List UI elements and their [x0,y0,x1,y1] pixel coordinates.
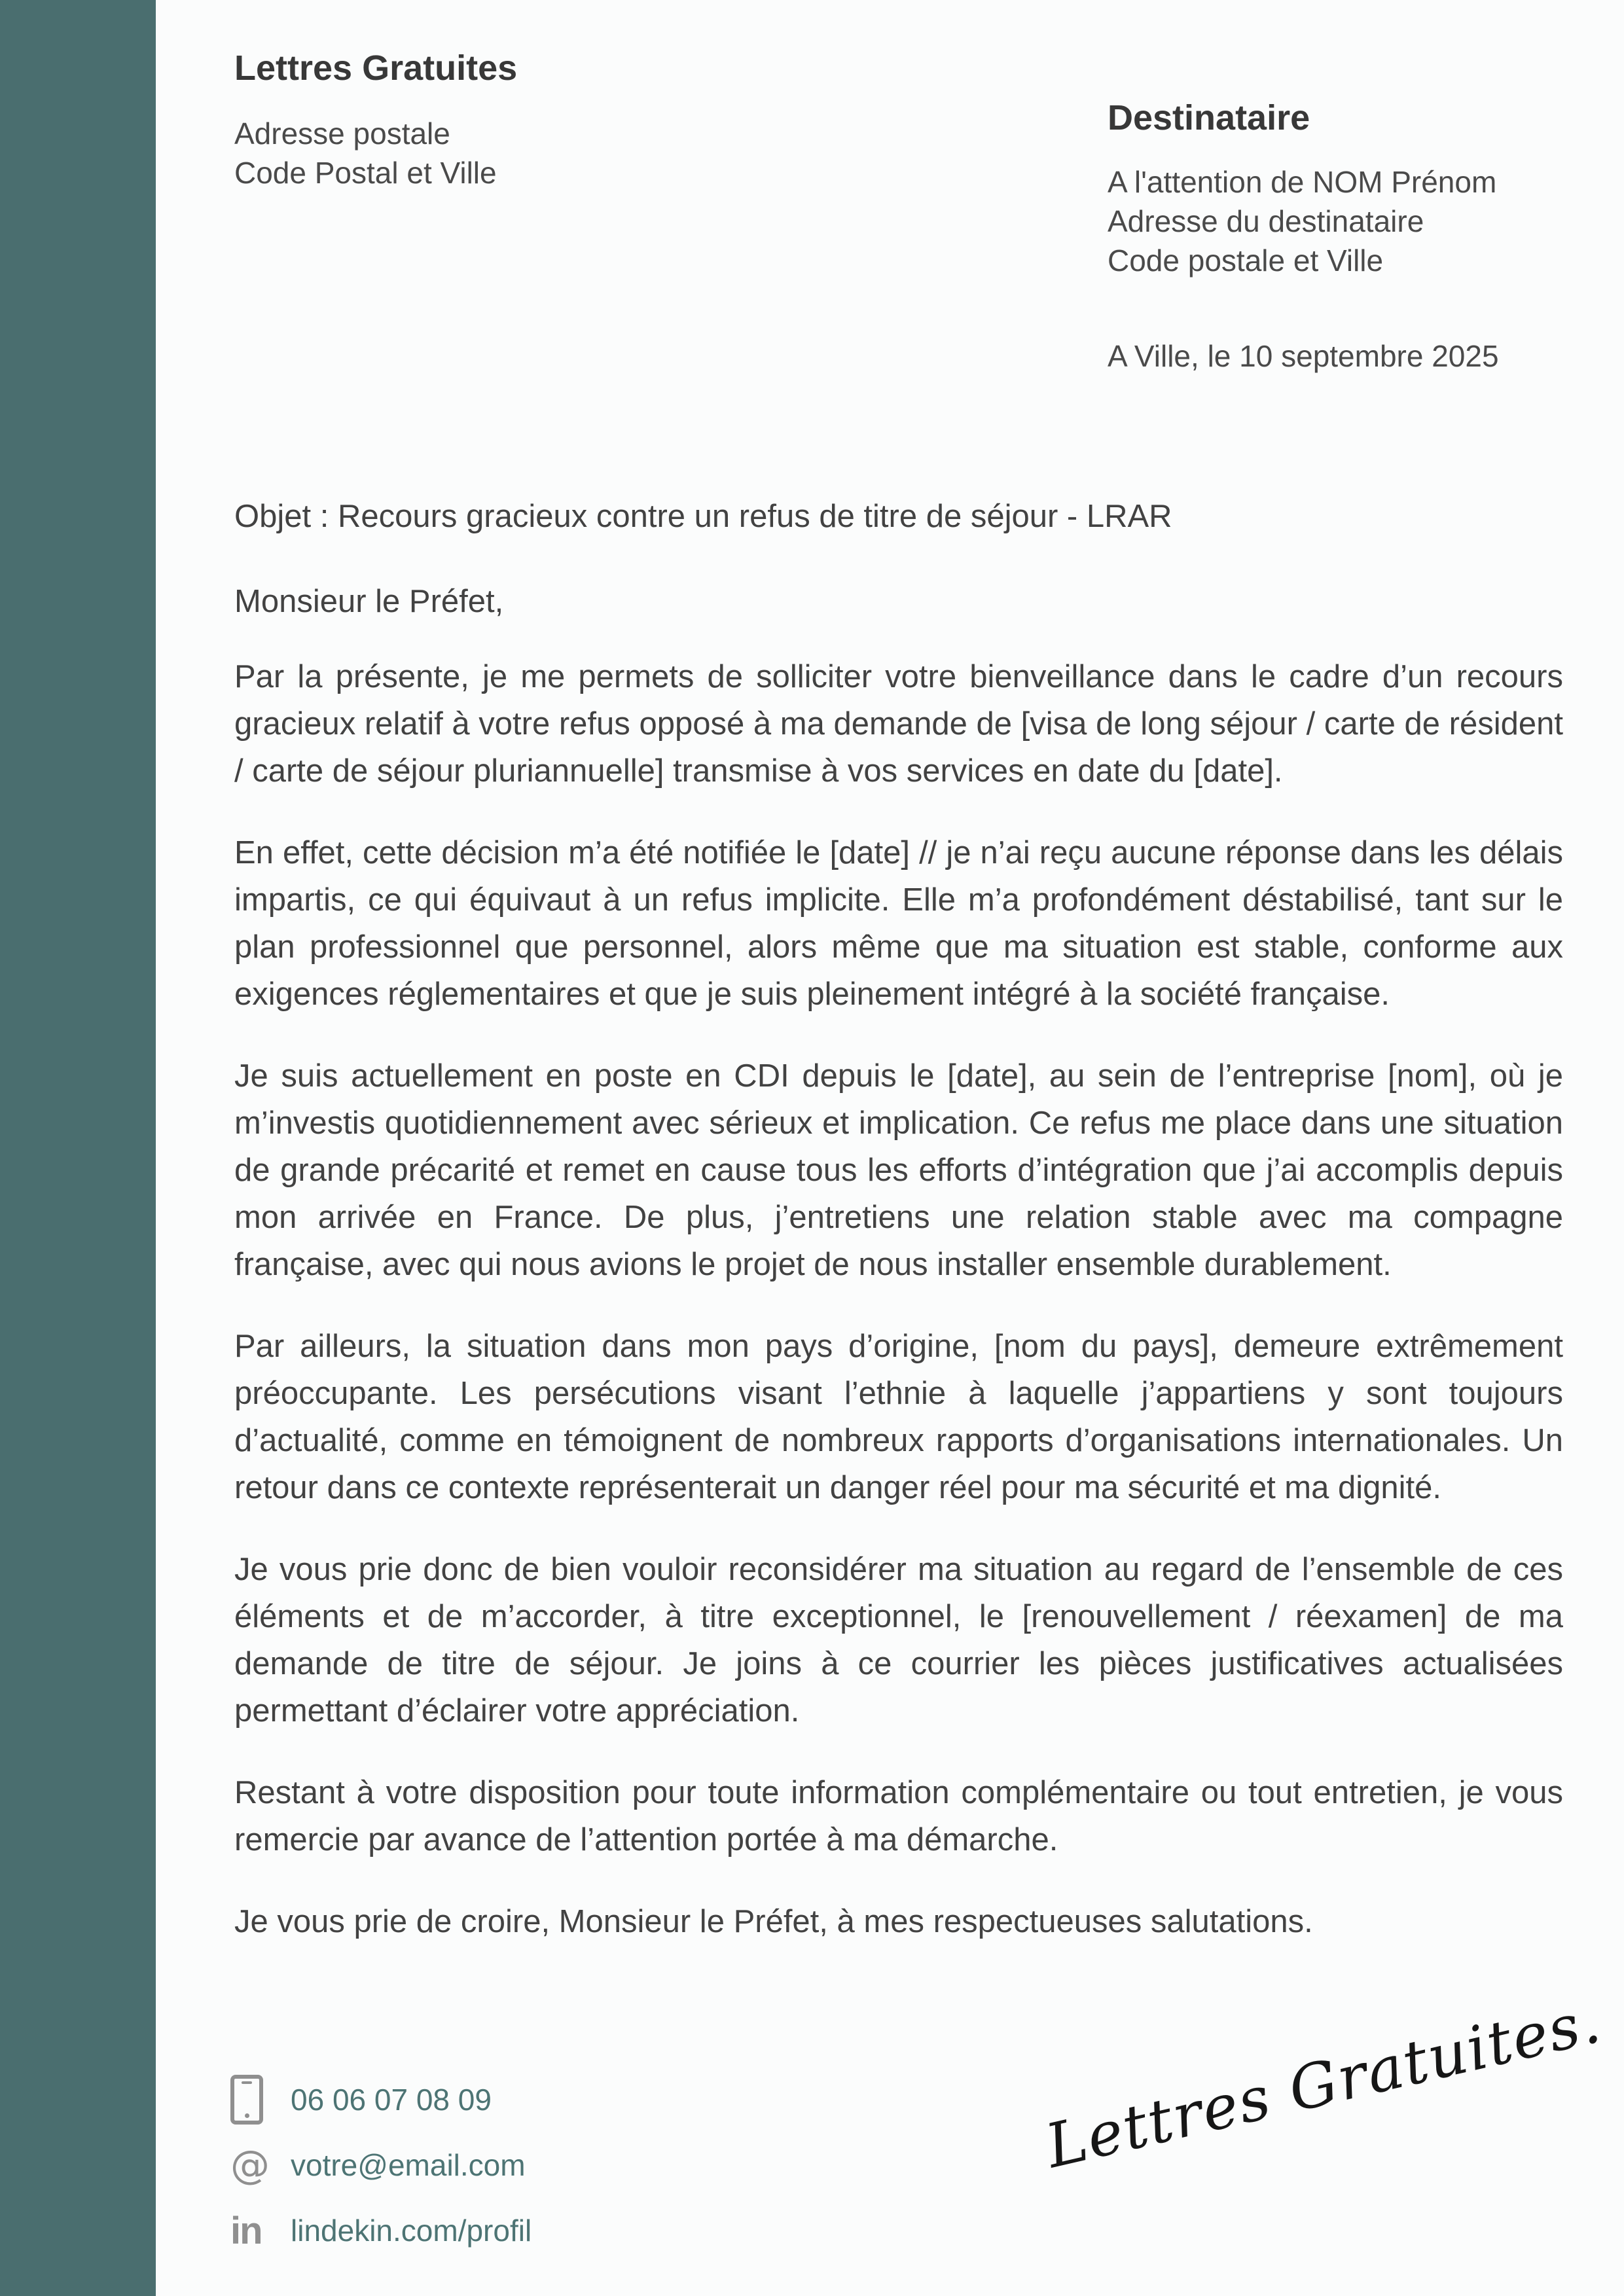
recipient-address-line-2: Code postale et Ville [1108,243,1384,278]
letter-paragraph: Par la présente, je me permets de solliciter votre bienveillance dans le cadre d’un recours gracieux relatif à votre refus opposé à ma demande de [visa de long séjour / carte de résident / carte de séjour pluriannuelle] transmise à vos services en date du [date]. [234,659,1563,789]
letter-paragraph: Par ailleurs, la situation dans mon pays d’origine, [nom du pays], demeure extrêmement préoccupante. Les persécutions visant l’ethnie à laquelle j’appartiens y sont toujours d’actualité, comme en témoignent de nombreux rapports d’organisations internationales. Un retour dans ce contexte représenterait un danger réel pour ma sécurité et ma dignité. [234,1329,1563,1505]
sender-address-line-1: Adresse postale [234,117,450,151]
contact-block [230,2067,532,2263]
recipient-address-line-1: Adresse du destinataire [1108,204,1424,238]
date-line: A Ville, le 10 septembre 2025 [1108,339,1499,373]
recipient-heading: Destinataire [1108,98,1310,137]
recipient-block [1108,97,1579,376]
at-icon: @ [230,2142,270,2188]
handwritten-signature: Lettres Gratuites. [1039,1986,1608,2182]
letter-paragraph: Je vous prie donc de bien vouloir reconsidérer ma situation au regard de l’ensemble de ces éléments et de m’accorder, à titre exceptionnel, le [renouvellement / réexamen] de ma demande de titre de séjour. Je joins à ce courrier les pièces justificatives actualisées permettant d’éclairer votre appréciation. [234,1552,1563,1729]
email-address: votre@email.com [291,2148,526,2182]
recipient-attention-line: A l'attention de NOM Prénom [1108,165,1497,199]
sender-block [234,47,517,192]
email-row [230,2132,532,2198]
left-accent-stripe [0,0,156,2296]
linkedin-icon: in [230,2209,262,2252]
letter-paragraph: Restant à votre disposition pour toute information complémentaire ou tout entretien, je vous remercie par avance de l’attention portée à ma démarche. [234,1775,1563,1857]
phone-number: 06 06 07 08 09 [291,2083,492,2117]
letter-paragraph: En effet, cette décision m’a été notifiée le [date] // je n’ai reçu aucune réponse dans les délais impartis, ce qui équivaut à un refus implicite. Elle m’a profondément déstabilisé, tant sur le plan professionnel que personnel, alors même que ma situation est stable, conforme aux exigences réglementaires et que je suis pleinement intégré à la société française. [234,835,1563,1012]
phone-row [230,2067,532,2132]
closing-line: Je vous prie de croire, Monsieur le Préfet, à mes respectueuses salutations. [234,1904,1313,1939]
smartphone-icon [230,2075,263,2125]
salutation: Monsieur le Préfet, [234,584,504,619]
letter-paragraph: Je suis actuellement en poste en CDI depuis le [date], au sein de l’entreprise [nom], où je m’investis quotidiennement avec sérieux et implication. Ce refus me place dans une situation de grande précarité et remet en cause tous les efforts d’intégration que j’ai accomplis depuis mon arrivée en France. De plus, j’entretiens une relation stable avec ma compagne française, avec qui nous avions le projet de nous installer ensemble durablement. [234,1058,1563,1282]
linkedin-row [230,2198,532,2263]
linkedin-url: lindekin.com/profil [291,2214,532,2248]
letter-body [234,493,1563,1980]
sender-address-line-2: Code Postal et Ville [234,156,497,190]
subject-line: Objet : Recours gracieux contre un refus de titre de séjour - LRAR [234,499,1172,534]
sender-name: Lettres Gratuites [234,48,518,88]
